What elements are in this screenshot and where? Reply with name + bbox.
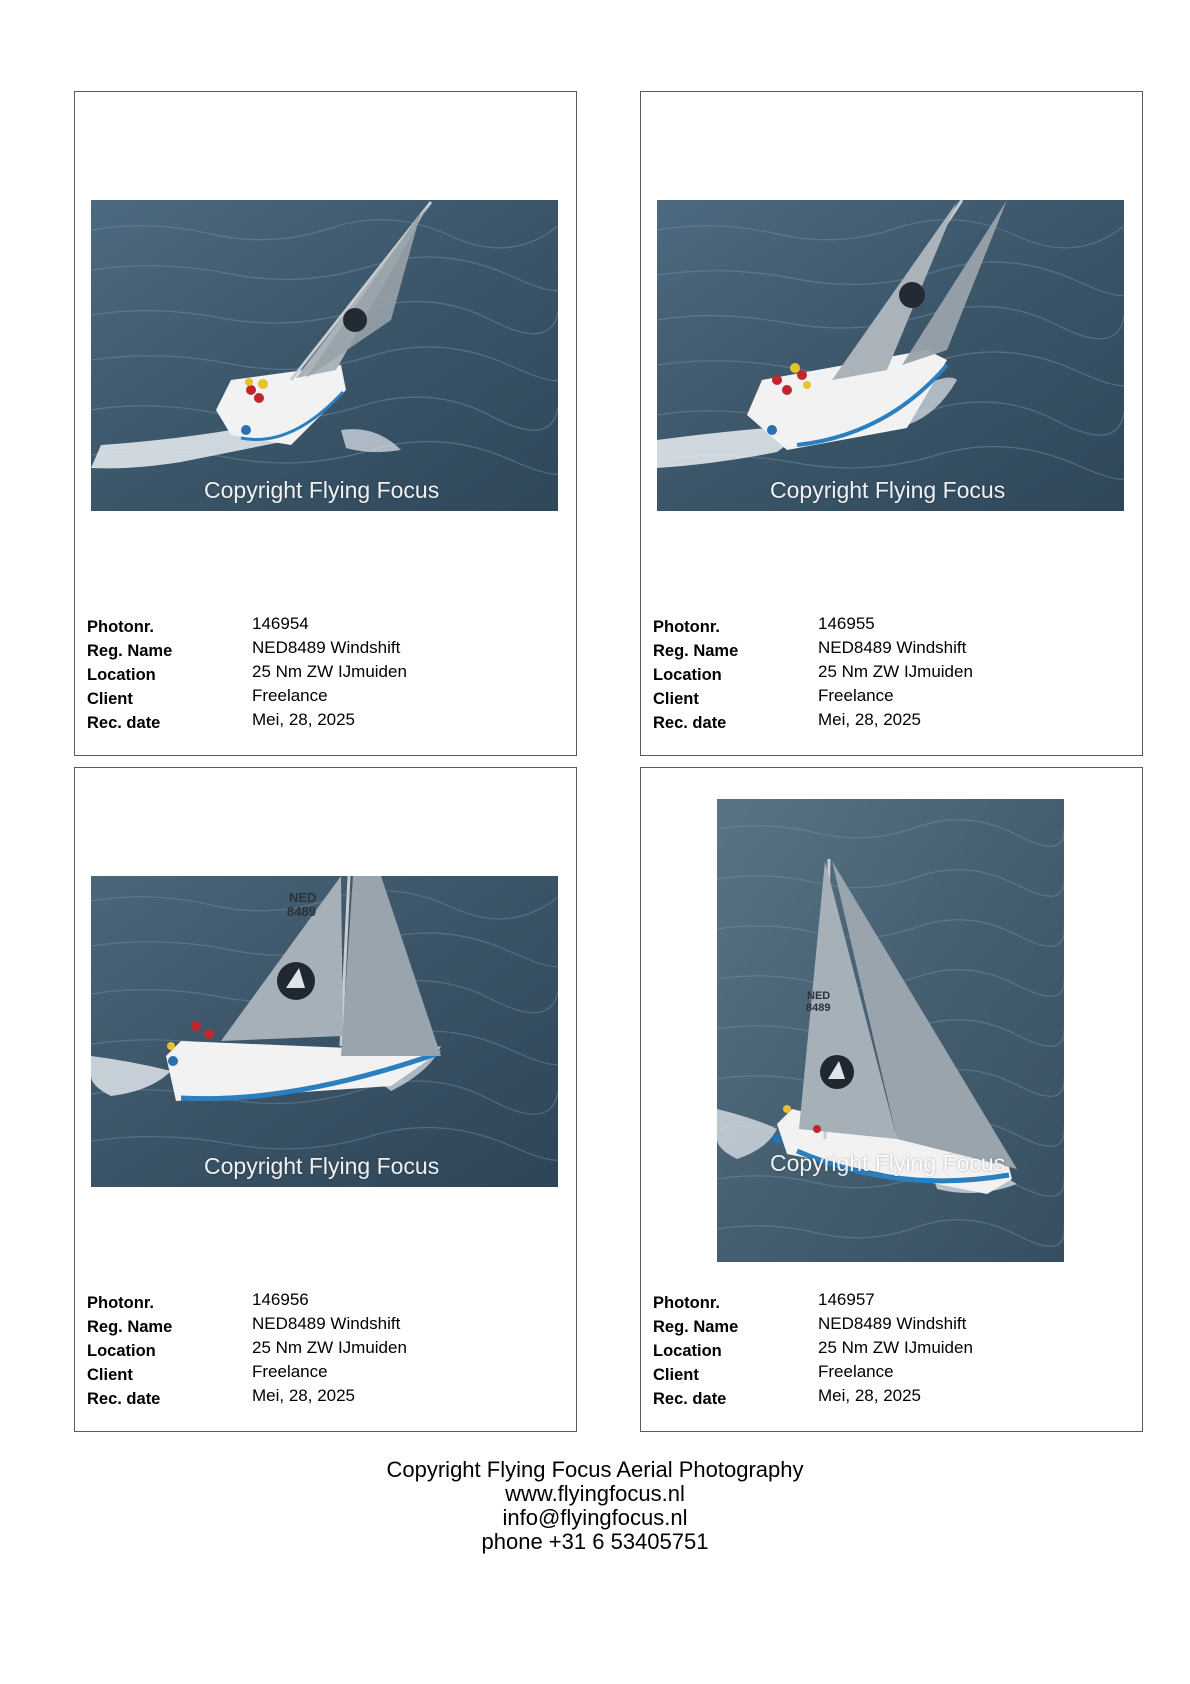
reg-name-label: Reg. Name — [653, 1318, 739, 1336]
info-row-rec-date — [87, 1386, 567, 1410]
client-label: Client — [653, 1366, 699, 1384]
client-label: Client — [87, 1366, 133, 1384]
location-value: 25 Nm ZW IJmuiden — [252, 662, 407, 681]
location-value: 25 Nm ZW IJmuiden — [818, 662, 973, 681]
info-row-location — [653, 662, 1133, 686]
sailboat-image — [91, 876, 558, 1187]
reg-name-value: NED8489 Windshift — [252, 1314, 401, 1333]
page-footer — [0, 1458, 1190, 1554]
sailboat-image — [91, 200, 558, 511]
sailboat-photo — [657, 200, 1124, 511]
photo-info — [87, 614, 567, 734]
reg-name-value: NED8489 Windshift — [818, 1314, 967, 1333]
reg-name-value: NED8489 Windshift — [252, 638, 401, 657]
info-row-photonr — [653, 614, 1133, 638]
photonr-value: 146955 — [818, 614, 875, 633]
photo-info — [653, 614, 1133, 734]
photo-info — [87, 1290, 567, 1410]
info-row-rec-date — [653, 1386, 1133, 1410]
info-row-reg-name — [653, 1314, 1133, 1338]
info-row-client — [87, 1362, 567, 1386]
footer-email-link[interactable]: info@flyingfocus.nl — [502, 1505, 688, 1530]
rec-date-label: Rec. date — [653, 714, 727, 732]
info-row-reg-name — [87, 638, 567, 662]
sailboat-photo — [91, 876, 558, 1187]
location-label: Location — [653, 666, 722, 684]
client-value: Freelance — [818, 1362, 894, 1381]
watermark-text: Copyright Flying Focus — [770, 1150, 1006, 1176]
reg-name-label: Reg. Name — [87, 1318, 173, 1336]
watermark-text: Copyright Flying Focus — [204, 477, 440, 503]
sail-number-ned: NED — [289, 890, 317, 905]
client-label: Client — [653, 690, 699, 708]
info-row-location — [653, 1338, 1133, 1362]
client-value: Freelance — [818, 686, 894, 705]
rec-date-label: Rec. date — [653, 1390, 727, 1408]
photo-card-146956 — [74, 767, 577, 1432]
photonr-value: 146956 — [252, 1290, 309, 1309]
rec-date-label: Rec. date — [87, 1390, 161, 1408]
footer-website-link[interactable]: www.flyingfocus.nl — [505, 1481, 685, 1506]
sail-number-8489: 8489 — [806, 1002, 831, 1014]
rec-date-label: Rec. date — [87, 714, 161, 732]
photo-card-146957 — [640, 767, 1143, 1432]
photonr-value: 146957 — [818, 1290, 875, 1309]
info-row-rec-date — [653, 710, 1133, 734]
photonr-label: Photonr. — [653, 1294, 720, 1312]
location-label: Location — [87, 666, 156, 684]
info-row-client — [87, 686, 567, 710]
info-row-client — [653, 686, 1133, 710]
photonr-label: Photonr. — [87, 618, 154, 636]
sail-number-8489: 8489 — [287, 904, 316, 919]
info-row-photonr — [87, 614, 567, 638]
rec-date-value: Mei, 28, 2025 — [818, 1386, 922, 1405]
reg-name-label: Reg. Name — [87, 642, 173, 660]
sailboat-photo — [717, 799, 1064, 1262]
info-row-photonr — [87, 1290, 567, 1314]
info-row-reg-name — [653, 638, 1133, 662]
info-row-location — [87, 662, 567, 686]
info-row-location — [87, 1338, 567, 1362]
photo-card-146954 — [74, 91, 577, 756]
watermark-text: Copyright Flying Focus — [204, 1153, 440, 1179]
reg-name-label: Reg. Name — [653, 642, 739, 660]
client-label: Client — [87, 690, 133, 708]
info-row-reg-name — [87, 1314, 567, 1338]
client-value: Freelance — [252, 1362, 328, 1381]
watermark-text: Copyright Flying Focus — [770, 477, 1006, 503]
photonr-value: 146954 — [252, 614, 309, 633]
reg-name-value: NED8489 Windshift — [818, 638, 967, 657]
location-value: 25 Nm ZW IJmuiden — [818, 1338, 973, 1357]
rec-date-value: Mei, 28, 2025 — [818, 710, 922, 729]
sailboat-image — [717, 799, 1064, 1262]
info-row-photonr — [653, 1290, 1133, 1314]
footer-copyright: Copyright Flying Focus Aerial Photography — [386, 1457, 804, 1482]
location-value: 25 Nm ZW IJmuiden — [252, 1338, 407, 1357]
photo-info — [653, 1290, 1133, 1410]
sailboat-image — [657, 200, 1124, 511]
info-row-rec-date — [87, 710, 567, 734]
sail-number-ned: NED — [807, 990, 831, 1002]
photo-card-146955 — [640, 91, 1143, 756]
footer-phone: phone +31 6 53405751 — [481, 1529, 709, 1554]
rec-date-value: Mei, 28, 2025 — [252, 710, 356, 729]
client-value: Freelance — [252, 686, 328, 705]
location-label: Location — [87, 1342, 156, 1360]
sailboat-photo — [91, 200, 558, 511]
photonr-label: Photonr. — [653, 618, 720, 636]
info-row-client — [653, 1362, 1133, 1386]
location-label: Location — [653, 1342, 722, 1360]
rec-date-value: Mei, 28, 2025 — [252, 1386, 356, 1405]
photonr-label: Photonr. — [87, 1294, 154, 1312]
